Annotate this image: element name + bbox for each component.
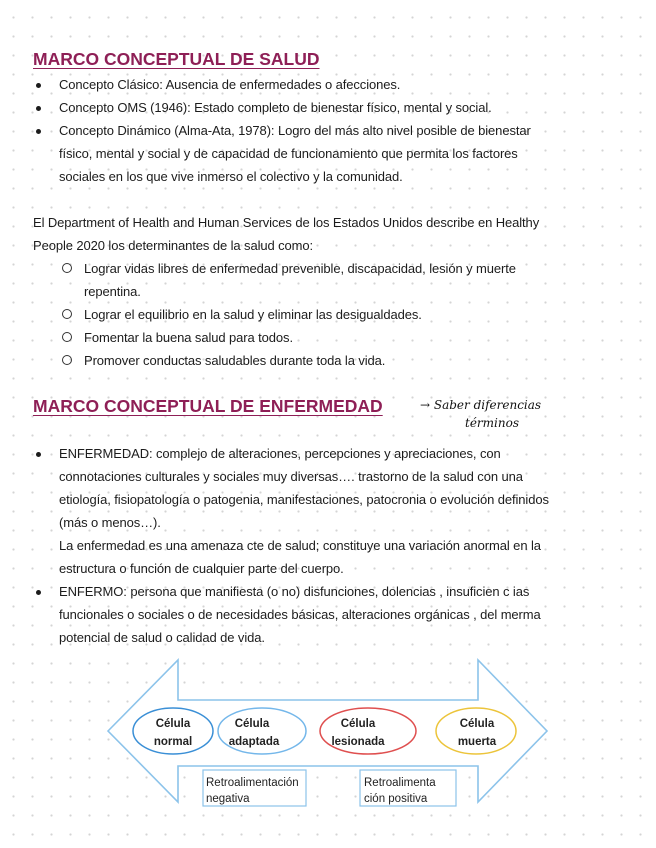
feedback-negative-line-1: Retroalimentación xyxy=(206,777,299,789)
enfermedad-line-3: etiología, fisiopatología o patogenia, manifestaciones, patocronia o evolución definidos xyxy=(59,492,549,507)
cell-normal-label-1: Célula xyxy=(155,718,191,730)
salud-intro: El Department of Health and Human Services de los Estados Unidos describe en Healthy xyxy=(33,215,540,230)
salud-bullet-3-cont: sociales en los que vive inmerso el colectivo y la comunidad. xyxy=(59,169,403,184)
salud-bullet-2: Concepto OMS (1946): Estado completo de bienestar físico, mental y social. xyxy=(59,100,492,115)
salud-intro-cont: People 2020 los determinantes de la salud como: xyxy=(33,238,314,253)
handwritten-note: → Saber diferencias xyxy=(420,398,542,412)
feedback-negative-line-2: negativa xyxy=(206,793,250,805)
enfermedad-line-2: connotaciones culturales y sociales muy diversas…. trastorno de la salud con una xyxy=(59,469,523,484)
enfermo-line-1: ENFERMO: persona que manifiesta (o no) disfunciones, dolencias , insuficien c ias xyxy=(59,584,530,599)
salud-goal-2: Lograr el equilibrio en la salud y eliminar las desigualdades. xyxy=(84,307,422,322)
cell-dead-label-2: muerta xyxy=(457,736,497,748)
feedback-positive-line-2: ción positiva xyxy=(364,793,428,805)
enfermedad-line-4: (más o menos…). xyxy=(59,515,161,530)
salud-goal-3: Fomentar la buena salud para todos. xyxy=(84,330,293,345)
enfermo-line-3: potencial de salud o calidad de vida. xyxy=(59,630,265,645)
salud-goal-1: Lograr vidas libres de enfermedad prevenible, discapacidad, lesión y muerte xyxy=(84,261,516,276)
enfermedad-line-6: estructura o función de cualquier parte del cuerpo. xyxy=(59,561,344,576)
enfermo-line-2: funcionales o sociales o de necesidades básicas, alteraciones orgánicas , del merma xyxy=(59,607,541,622)
feedback-positive-line-1: Retroalimenta xyxy=(364,777,436,789)
salud-bullet-3: Concepto Dinámico (Alma-Ata, 1978): Logro del más alto nivel posible de bienestar xyxy=(59,123,531,138)
cell-dead-label-1: Célula xyxy=(459,718,495,730)
cell-injured-label-2: lesionada xyxy=(331,736,385,748)
cell-normal-label-2: normal xyxy=(153,736,193,748)
salud-bullet-3-cont: físico, mental y social y de capacidad de funcionamiento que permita los factores xyxy=(59,146,518,161)
heading-enfermedad: MARCO CONCEPTUAL DE ENFERMEDAD xyxy=(33,396,383,416)
cell-injured-label-1: Célula xyxy=(340,718,376,730)
salud-bullet-1: Concepto Clásico: Ausencia de enfermedades o afecciones. xyxy=(59,77,401,92)
cell-adapted-label-1: Célula xyxy=(234,718,270,730)
enfermedad-line-5: La enfermedad es una amenaza cte de salud; constituye una variación anormal en la xyxy=(59,538,541,553)
enfermedad-line-1: ENFERMEDAD: complejo de alteraciones, percepciones y apreciaciones, con xyxy=(59,446,501,461)
cell-adapted-label-2: adaptada xyxy=(228,736,280,748)
heading-salud: MARCO CONCEPTUAL DE SALUD xyxy=(33,49,320,69)
handwritten-note-cont: términos xyxy=(465,416,519,430)
salud-goal-1-cont: repentina. xyxy=(84,284,141,299)
salud-goal-4: Promover conductas saludables durante toda la vida. xyxy=(84,353,386,368)
